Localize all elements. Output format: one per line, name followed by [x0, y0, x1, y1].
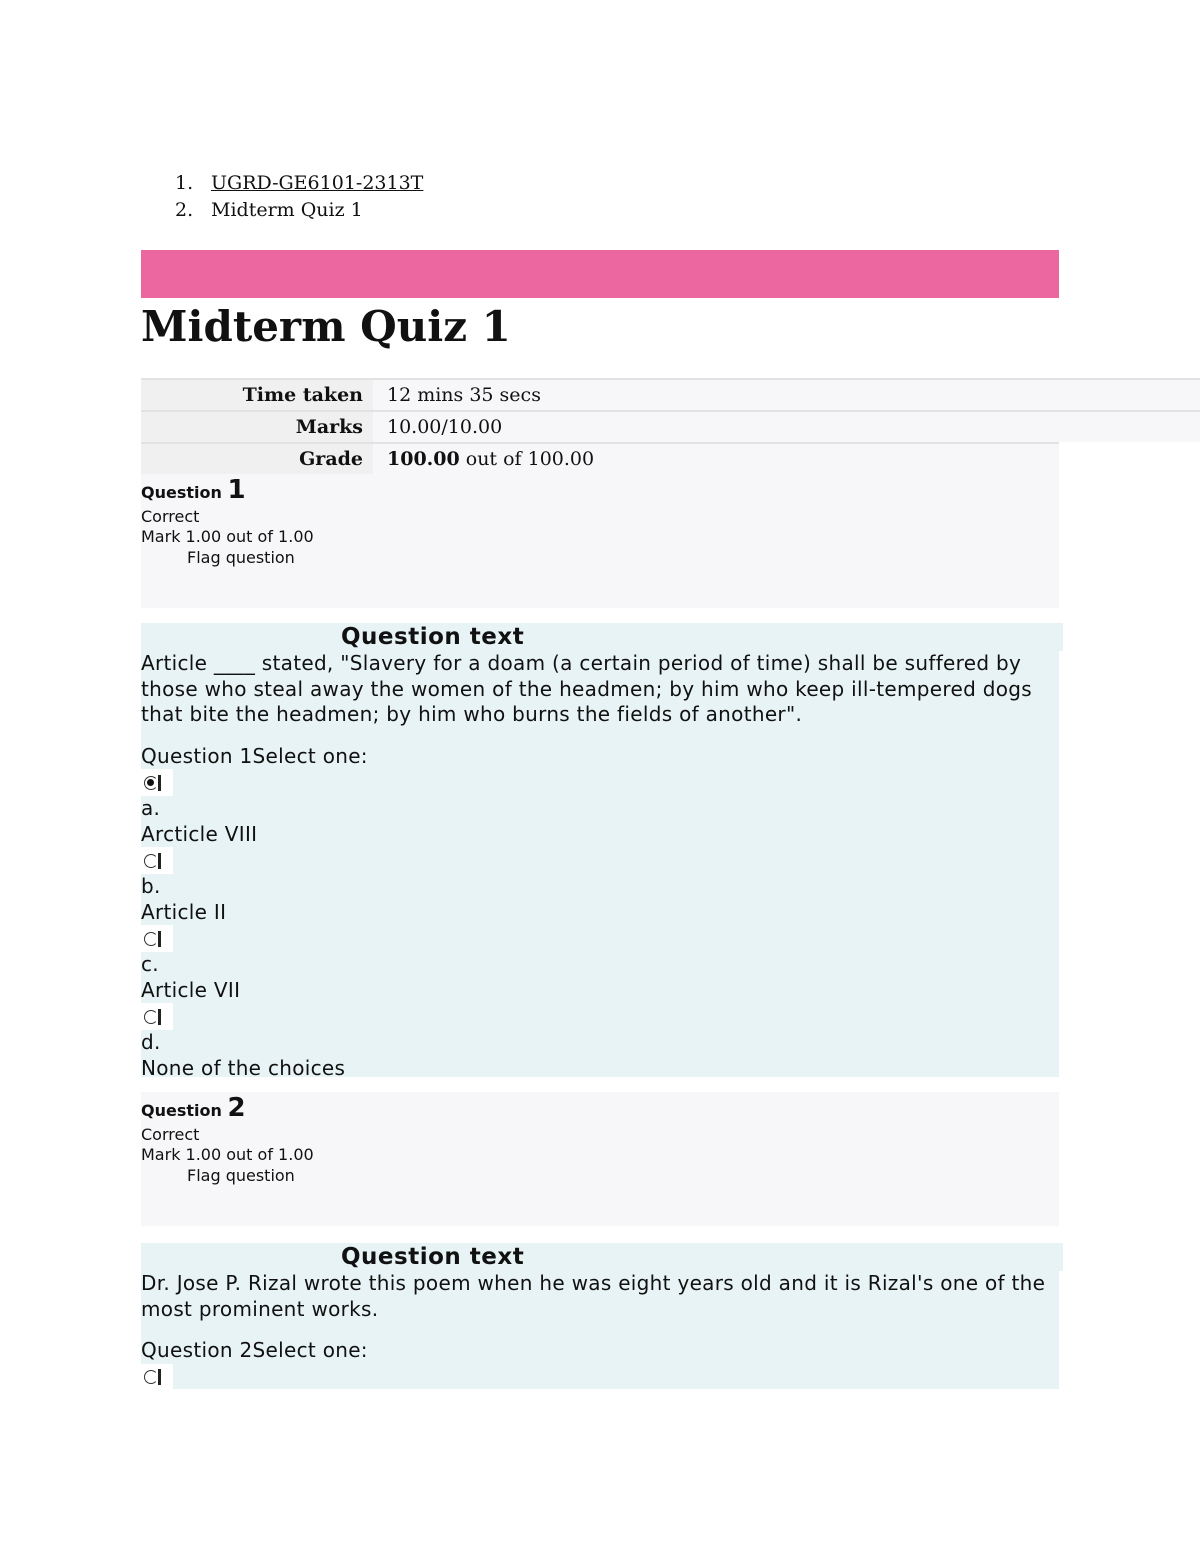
summary-row-time	[141, 378, 1200, 410]
summary-value: 10.00/10.00	[373, 412, 1200, 442]
radio-button-c[interactable]	[141, 925, 173, 952]
flag-question-link[interactable]: Flag question	[187, 1166, 295, 1185]
answer-text: Article II	[141, 899, 227, 924]
answer-option-d[interactable]	[141, 1003, 1059, 1081]
summary-value: 12 mins 35 secs	[373, 380, 1200, 410]
breadcrumb	[175, 170, 423, 224]
radio-unchecked-icon	[144, 1370, 158, 1384]
radio-button-a[interactable]	[141, 1364, 173, 1391]
quiz-summary-table	[141, 378, 1200, 476]
page-title: Midterm Quiz 1	[141, 302, 511, 351]
question-number: Question 2	[141, 1093, 246, 1123]
summary-label: Time taken	[141, 380, 373, 410]
question-text: Article ____ stated, "Slavery for a doam (a certain period of time) shall be suffered by those who steal away the women of the headmen; by him who keep ill-tempered dogs that bite the headmen; by him who burns the fields of another".	[141, 651, 1032, 726]
summary-row-grade	[141, 442, 1059, 476]
radio-unchecked-icon	[144, 1010, 158, 1024]
breadcrumb-item-course[interactable]	[175, 170, 423, 197]
breadcrumb-link-course[interactable]: UGRD-GE6101-2313T	[211, 172, 424, 194]
answer-option-a[interactable]	[141, 769, 1059, 847]
radio-unchecked-icon	[144, 854, 158, 868]
breadcrumb-number: 1.	[175, 172, 194, 194]
grade-score: 100.00	[387, 448, 460, 470]
question-number: Question 1	[141, 475, 246, 505]
answer-text: None of the choices	[141, 1055, 346, 1080]
radio-unchecked-icon	[144, 932, 158, 946]
summary-row-marks	[141, 410, 1200, 442]
answer-text: Article VII	[141, 977, 241, 1002]
summary-value	[373, 444, 1059, 474]
radio-button-d[interactable]	[141, 1003, 173, 1030]
question-state: Correct	[141, 1125, 200, 1144]
radio-button-b[interactable]	[141, 847, 173, 874]
question-text: Dr. Jose P. Rizal wrote this poem when he was eight years old and it is Rizal's one of the most prominent works.	[141, 1271, 1046, 1321]
summary-label: Grade	[141, 444, 373, 474]
breadcrumb-number: 2.	[175, 199, 194, 221]
question-info-2	[141, 1092, 1059, 1226]
header-banner	[141, 250, 1059, 298]
answer-letter: c.	[141, 952, 159, 976]
select-one-prompt: Question 1Select one:	[141, 743, 368, 768]
summary-label: Marks	[141, 412, 373, 442]
grade-total: out of 100.00	[459, 448, 595, 470]
answer-text: Arcticle VIII	[141, 821, 258, 846]
question-mark: Mark 1.00 out of 1.00	[141, 1145, 314, 1164]
answer-option-b[interactable]	[141, 847, 1059, 925]
question-text-heading: Question text	[341, 623, 1063, 651]
select-one-prompt: Question 2Select one:	[141, 1338, 368, 1362]
answer-letter: a.	[141, 796, 161, 820]
breadcrumb-item-quiz	[175, 197, 423, 224]
question-text-heading: Question text	[341, 1243, 1063, 1271]
flag-question-link[interactable]: Flag question	[187, 548, 295, 567]
question-formulation-1	[141, 623, 1059, 1080]
answer-letter: b.	[141, 874, 161, 898]
radio-checked-icon	[144, 776, 158, 790]
question-state: Correct	[141, 507, 200, 526]
question-formulation-2	[141, 1243, 1059, 1389]
answer-letter: d.	[141, 1030, 161, 1054]
radio-button-a[interactable]	[141, 769, 173, 796]
breadcrumb-current: Midterm Quiz 1	[211, 199, 363, 221]
question-mark: Mark 1.00 out of 1.00	[141, 527, 314, 546]
question-info-1	[141, 474, 1059, 608]
answer-option-c[interactable]	[141, 925, 1059, 1003]
